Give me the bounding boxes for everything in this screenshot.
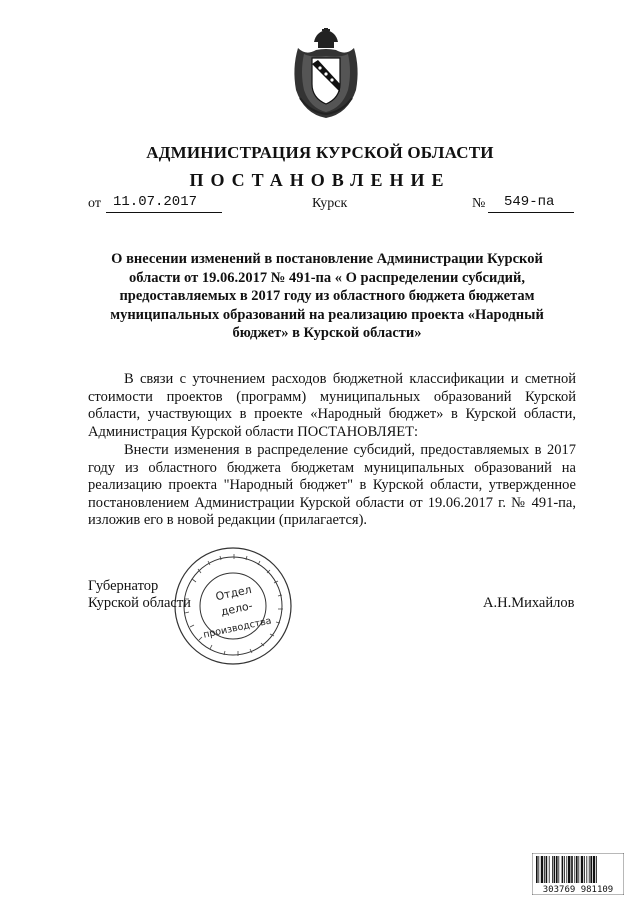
barcode-bar: [576, 856, 578, 883]
barcode-bar: [566, 856, 567, 883]
signatory-name: А.Н.Михайлов: [483, 595, 575, 611]
barcode-bar: [541, 856, 543, 883]
barcode-bar: [590, 856, 592, 883]
barcode-bar: [568, 856, 570, 883]
stamp-text-3: производства: [202, 615, 273, 641]
barcode-number: 303769 981109: [542, 885, 614, 895]
barcode-bar: [564, 856, 565, 883]
barcode-bar: [556, 856, 558, 883]
barcode-bar: [536, 856, 538, 883]
barcode-bar: [558, 856, 559, 883]
number-prefix: №: [472, 196, 486, 211]
barcode-bar: [589, 856, 590, 883]
date-underline: [106, 212, 222, 213]
document-subject: О внесении изменений в постановление Администрации Курской области от 19.06.2017 № 491-па « О распределении субсидий, предоставляемых в 2017 году из областного бюджета бюджетам муниципальных образований на реализацию проекта «Народный бюджет» в Курской области»: [110, 251, 544, 342]
stamp-text-2: дело-: [219, 599, 254, 619]
organization-name: АДМИНИСТРАЦИЯ КУРСКОЙ ОБЛАСТИ: [146, 143, 494, 162]
barcode-bar: [596, 856, 597, 883]
date-prefix: от: [88, 196, 101, 211]
barcode-bar: [544, 856, 545, 883]
signatory-position-line-2: Курской области: [88, 595, 191, 611]
document-type: ПОСТАНОВЛЕНИЕ: [189, 170, 451, 190]
barcode-bar: [538, 856, 539, 883]
barcode-bar: [552, 856, 553, 883]
body-paragraph-2: Внести изменения в распределение субсидий, предоставляемых в 2017 году из областного бюджета бюджетам муниципальных образований на реализацию проекта "Народный бюджет" в Курской области, утвержденное постановлением Администрации Курской области от 19.06.2017 г. № 491-па, изложив его в новой редакции (прилагается).: [88, 442, 576, 529]
document-number: 549-па: [504, 194, 555, 210]
barcode-bar: [571, 856, 573, 883]
coat-of-arms-emblem: [290, 28, 362, 120]
barcode-bar: [593, 856, 595, 883]
body-paragraph-1: В связи с уточнением расходов бюджетной классификации и сметной стоимости проектов (программ) муниципальных образований Курской области, участвующих в проекте «Народный бюджет» в Курской области, Администрация Курской области ПОСТАНОВЛЯЕТ:: [88, 371, 576, 440]
document-date: 11.07.2017: [113, 194, 198, 210]
signatory-position-line-1: Губернатор: [88, 578, 159, 594]
barcode-bar: [581, 856, 583, 883]
number-underline: [488, 212, 574, 213]
barcode-bar: [574, 856, 575, 883]
barcode-bar: [554, 856, 556, 883]
barcode-bar: [586, 856, 587, 883]
barcode-bar: [546, 856, 548, 883]
barcode-bar: [584, 856, 585, 883]
stamp-text-1: Отдел: [214, 582, 253, 604]
barcode-bar: [549, 856, 550, 883]
barcode-bar: [578, 856, 579, 883]
document-city: Курск: [312, 196, 348, 211]
barcode-bar: [562, 856, 564, 883]
barcode: [532, 853, 624, 895]
